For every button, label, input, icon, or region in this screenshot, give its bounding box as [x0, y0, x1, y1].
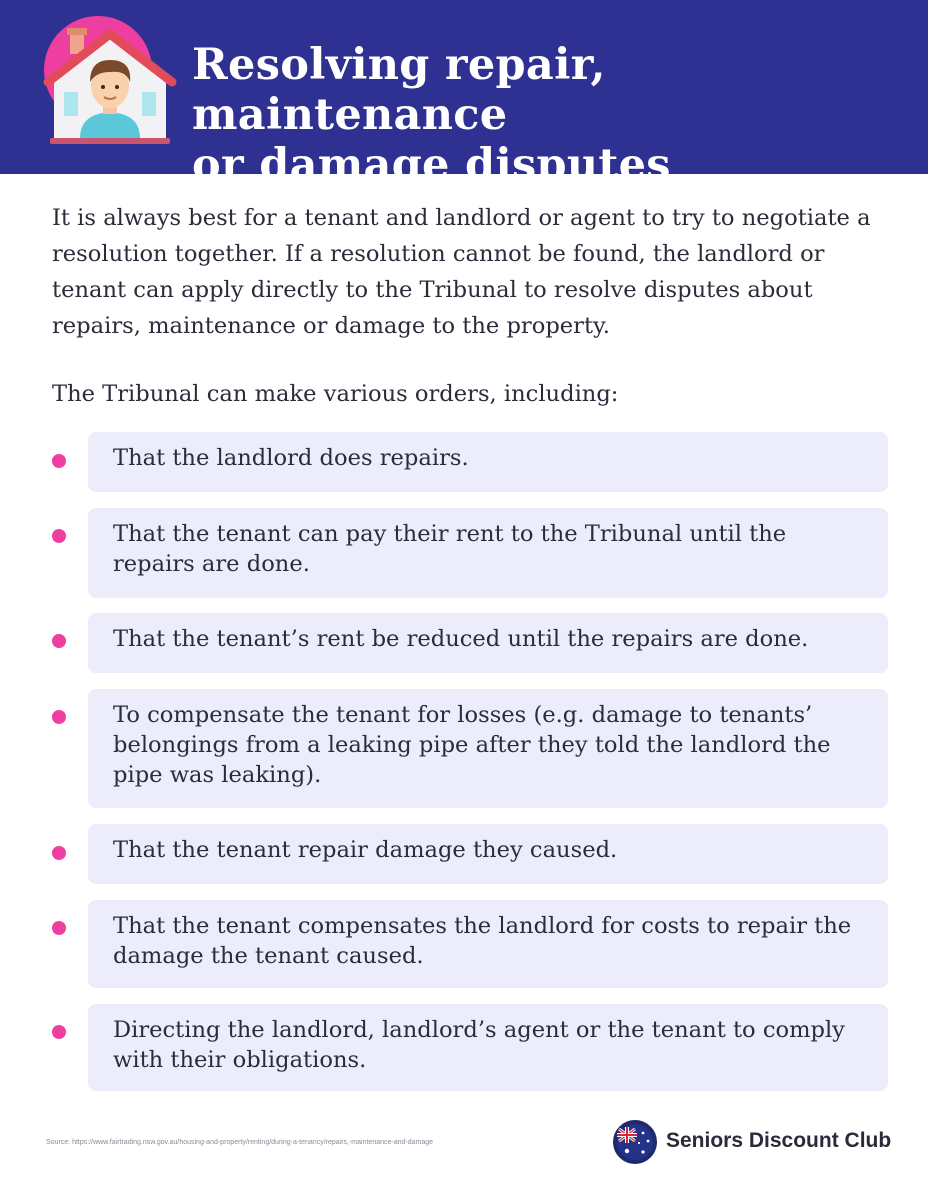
order-text: That the tenant can pay their rent to the Tribunal until the repairs are done. [113, 521, 787, 577]
order-text: That the tenant’s rent be reduced until the repairs are done. [113, 626, 809, 652]
order-card [88, 1004, 888, 1091]
intro-paragraph: It is always best for a tenant and landlord or agent to try to negotiate a resolution together. If a resolution cannot be found, the landlord or tenant can apply directly to the Tribunal to resolve disputes about repairs, maintenance or damage to the property. [52, 205, 871, 339]
house-person-icon [40, 14, 180, 148]
page-title [192, 40, 912, 190]
order-text: Directing the landlord, landlord’s agent or the tenant to comply with their obligations. [113, 1017, 845, 1073]
order-card [88, 824, 888, 884]
order-text: That the tenant compensates the landlord for costs to repair the damage the tenant caused. [113, 913, 852, 969]
brand-name: Seniors Discount Club [666, 1129, 892, 1152]
australia-flag-globe-icon [612, 1119, 658, 1165]
order-text: That the tenant repair damage they caused. [113, 837, 618, 863]
bullet-dot-icon [52, 634, 66, 648]
order-text: That the landlord does repairs. [113, 445, 469, 471]
bullet-dot-icon [52, 921, 66, 935]
header-banner [0, 0, 928, 190]
orders-lead-text: The Tribunal can make various orders, including: [52, 381, 619, 407]
order-card [88, 613, 888, 673]
bullet-dot-icon [52, 710, 66, 724]
title-line-2: or damage disputes [192, 140, 671, 190]
order-text: To compensate the tenant for losses (e.g. damage to tenants’ belongings from a leaking pipe after they told the landlord the pipe was leaking). [113, 702, 831, 788]
bullet-dot-icon [52, 846, 66, 860]
title-line-1: Resolving repair, maintenance [192, 40, 606, 140]
order-card [88, 508, 888, 598]
bullet-dot-icon [52, 1025, 66, 1039]
order-card [88, 432, 888, 492]
bullet-dot-icon [52, 454, 66, 468]
source-citation: Source: https://www.fairtrading.nsw.gov.au/housing-and-property/renting/during-a-tenancy/repairs,-maintenance-and-damage [46, 1139, 434, 1146]
order-card [88, 900, 888, 988]
bullet-dot-icon [52, 529, 66, 543]
order-card [88, 689, 888, 808]
brand-logo [612, 1119, 902, 1167]
